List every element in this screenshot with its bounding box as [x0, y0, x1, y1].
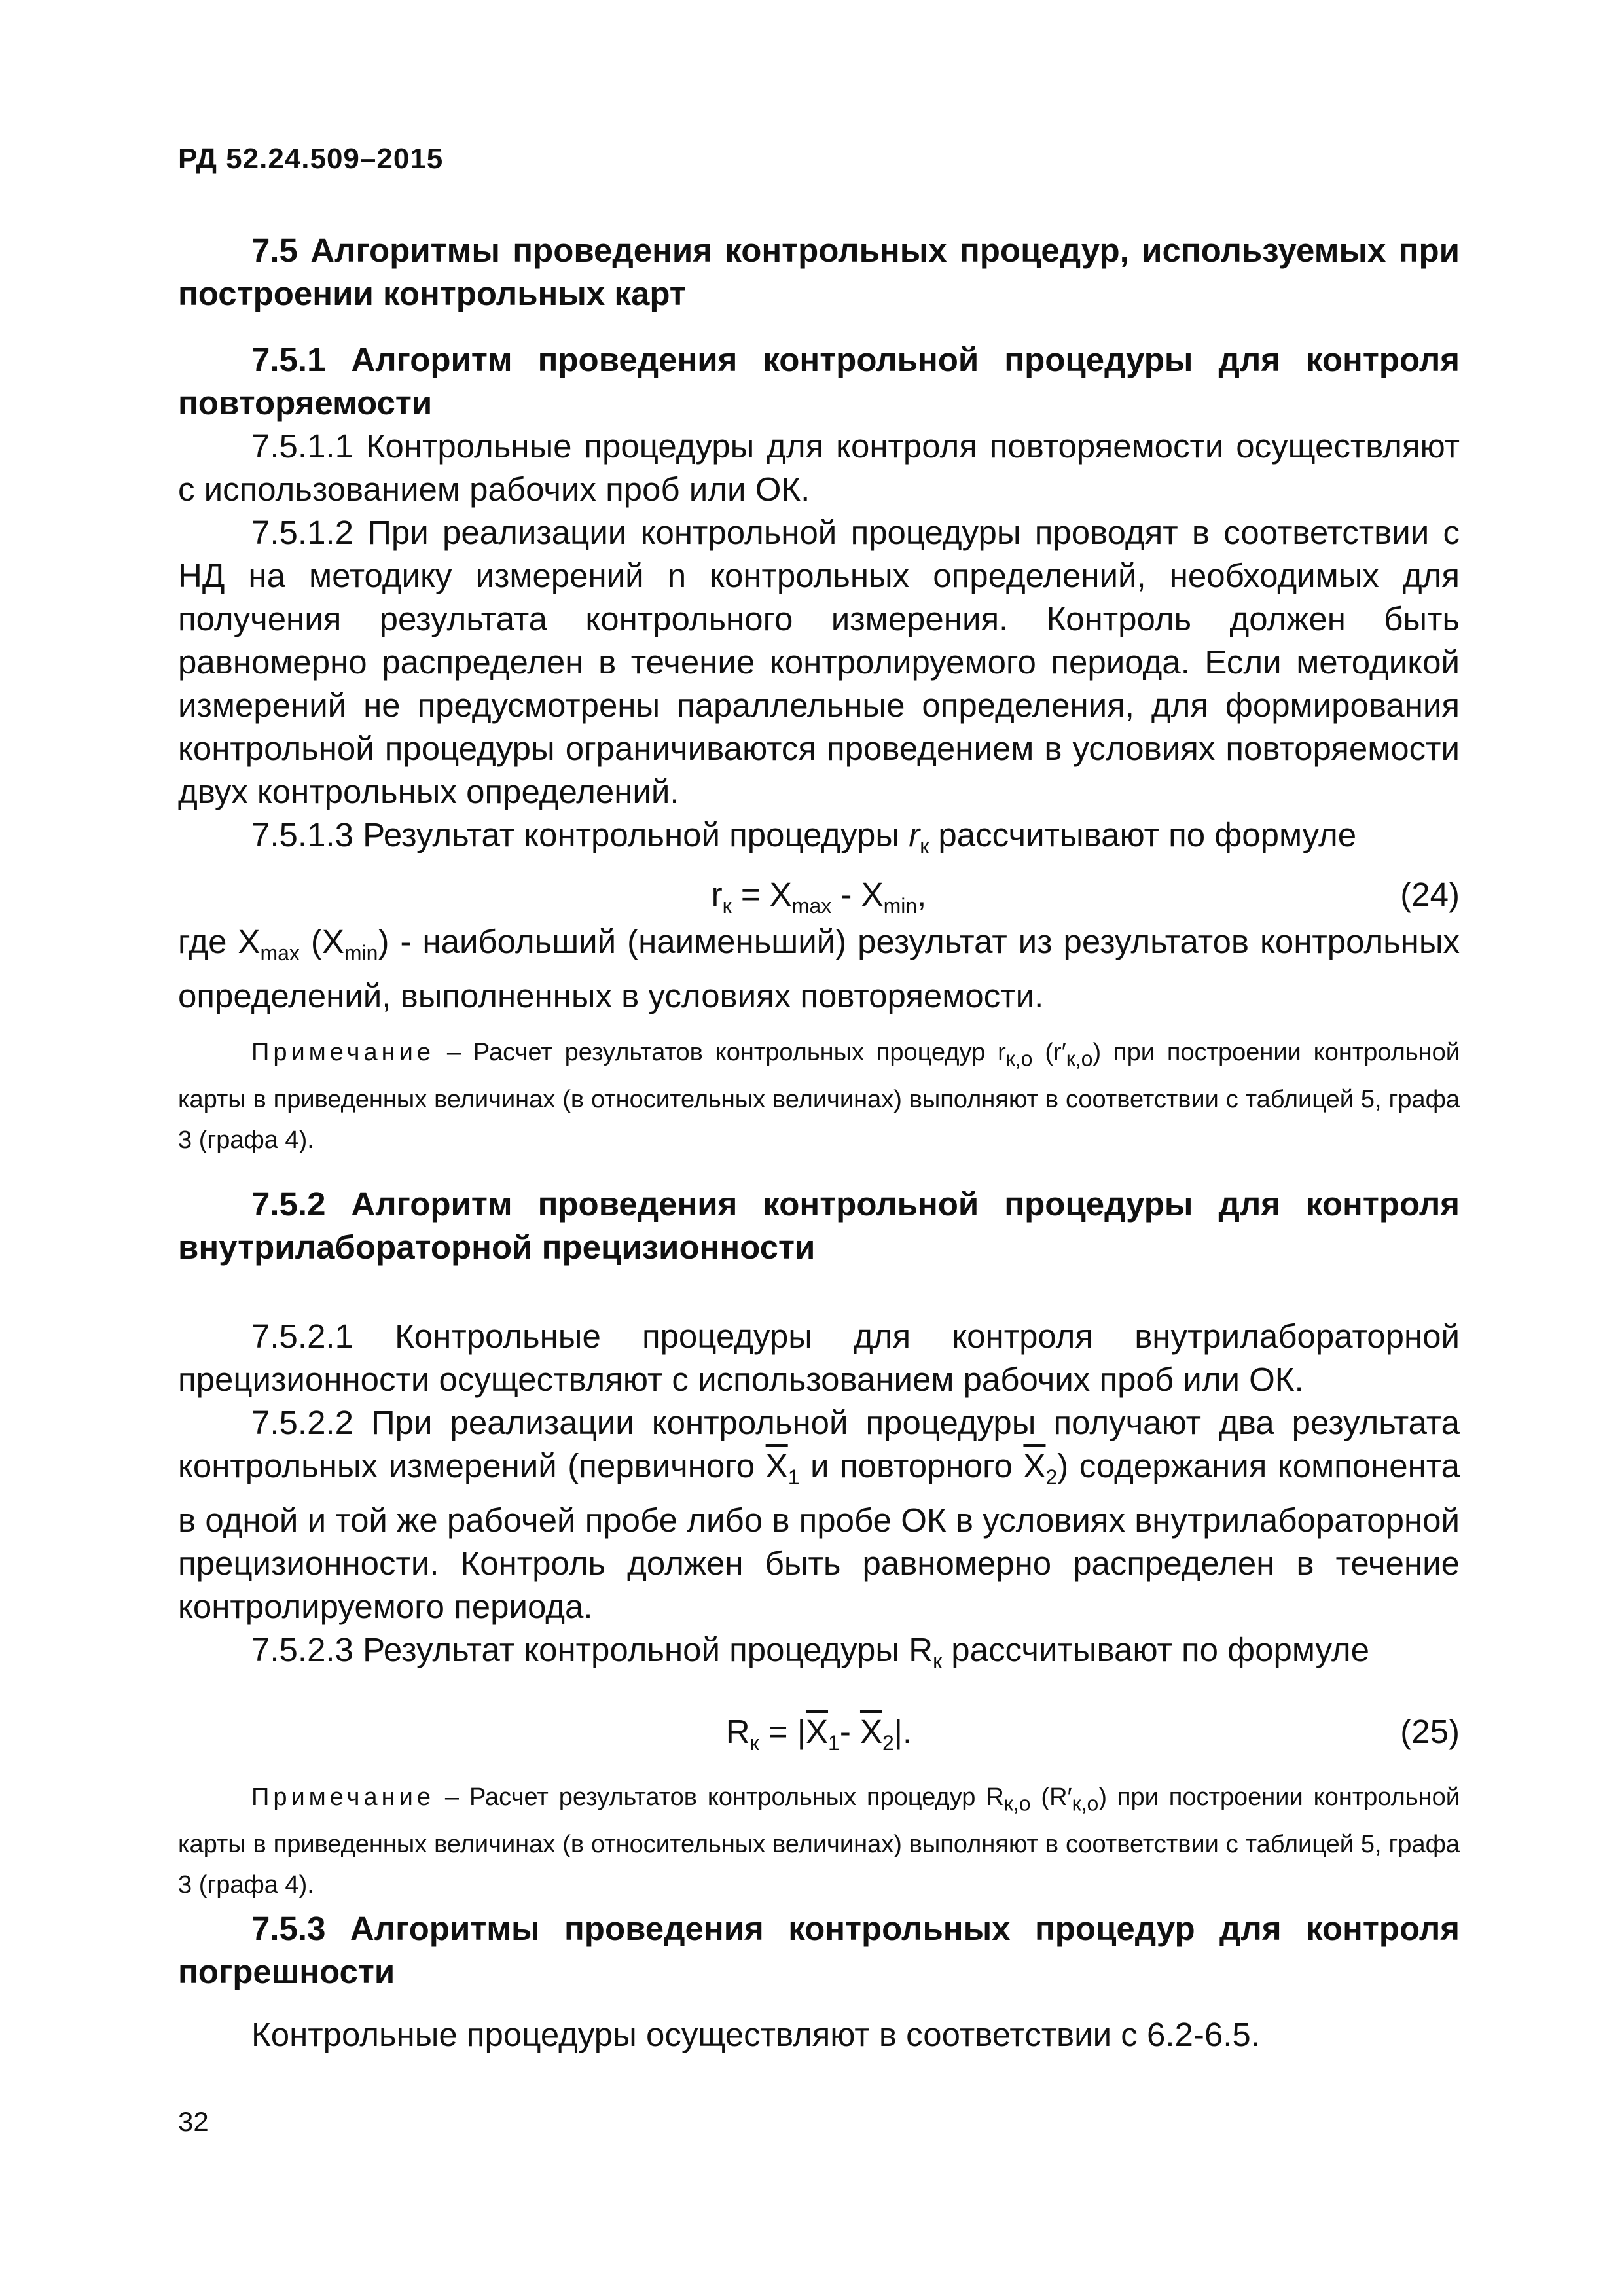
section-7-5-1: [178, 338, 1460, 1160]
formula-25: [178, 1709, 1460, 1755]
paragraph-7-5-3: Контрольные процедуры осуществляют в соответствии с 6.2-6.5.: [251, 2016, 1260, 2053]
document-code: РД 52.24.509–2015: [178, 143, 444, 175]
paragraph-7-5-1-2: 7.5.1.2 При реализации контрольной процедуры проводят в соответствии с НД на методику измерений n контрольных определений, необходимых для получения результата контрольного измерения. Контроль должен быть равномерно распределен в течение контролируемого периода. Если методикой измерений не предусмотрены параллельные определения, для формирования контрольной процедуры ограничиваются проведением в условиях повторяемости двух контрольных определений.: [178, 514, 1460, 810]
section-7-5-2-title: 7.5.2 Алгоритм проведения контрольной процедуры для контроля внутрилабораторной прецизионности: [178, 1185, 1460, 1266]
formula-24-where: где $X_{max}$ $(X_{min})$ - наибольший (наименьший) результат из результатов контрольных определений, выполненных в условиях повторяемости.: [178, 923, 1460, 1015]
formula-25-expression: $R_к = |\overline{X}_1-$ $\overline{X}_2|$.: [725, 1713, 912, 1755]
formula-24-expression: $r_к = X_{max} - X_{min}$,: [711, 876, 927, 918]
section-7-5-1-title: 7.5.1 Алгоритм проведения контрольной процедуры для контроля повторяемости: [178, 341, 1460, 422]
paragraph-7-5-1-3: 7.5.1.3 Результат контрольной процедуры $r_к$ рассчитывают по формуле: [251, 816, 1357, 859]
section-7-5-3-title: 7.5.3 Алгоритмы проведения контрольных процедур для контроля погрешности: [178, 1910, 1460, 1990]
page-number: 32: [178, 2106, 209, 2137]
formula-24-number: (24): [1400, 876, 1460, 914]
section-7-5-3: [178, 1907, 1460, 2056]
paragraph-7-5-2-2: 7.5.2.2 При реализации контрольной процедуры получают два результата контрольных измерений (первичного $\overline{X}_1$ и повторного $\overline{X}_2$) содержания компонента в одной и той же рабочей пробе либо в пробе ОК в условиях внутрилабораторной прецизионности. Контроль должен быть равномерно распределен в течение контролируемого периода.: [178, 1404, 1460, 1626]
formula-25-number: (25): [1400, 1713, 1460, 1751]
section-7-5-2: [178, 1183, 1460, 1905]
formula-24: [178, 872, 1460, 918]
paragraph-7-5-2-1: 7.5.2.1 Контрольные процедуры для контроля внутрилабораторной прецизионности осуществляют с использованием рабочих проб или ОК.: [178, 1318, 1460, 1398]
note-7-5-1: Примечание – Расчет результатов контрольных процедур $r_{к,о}$ $(r'_{к,о})$ при построении контрольной карты в приведенных величинах (в относительных величинах) выполняют в соответствии с таблицей 5, графа 3 (графа 4).: [178, 1039, 1460, 1154]
section-7-5: [178, 229, 1460, 315]
paragraph-7-5-2-3: 7.5.2.3 Результат контрольной процедуры $R_к$ рассчитывают по формуле: [251, 1631, 1369, 1674]
paragraph-7-5-1-1: 7.5.1.1 Контрольные процедуры для контроля повторяемости осуществляют с использованием рабочих проб или ОК.: [178, 427, 1460, 508]
section-7-5-title: 7.5 Алгоритмы проведения контрольных процедур, используемых при построении контрольных карт: [178, 232, 1460, 312]
note-7-5-2: Примечание – Расчет результатов контрольных процедур $R_{к,о}$ $(R'_{к,о})$ при построении контрольной карты в приведенных величинах (в относительных величинах) выполняют в соответствии с таблицей 5, графа 3 (графа 4).: [178, 1784, 1460, 1899]
